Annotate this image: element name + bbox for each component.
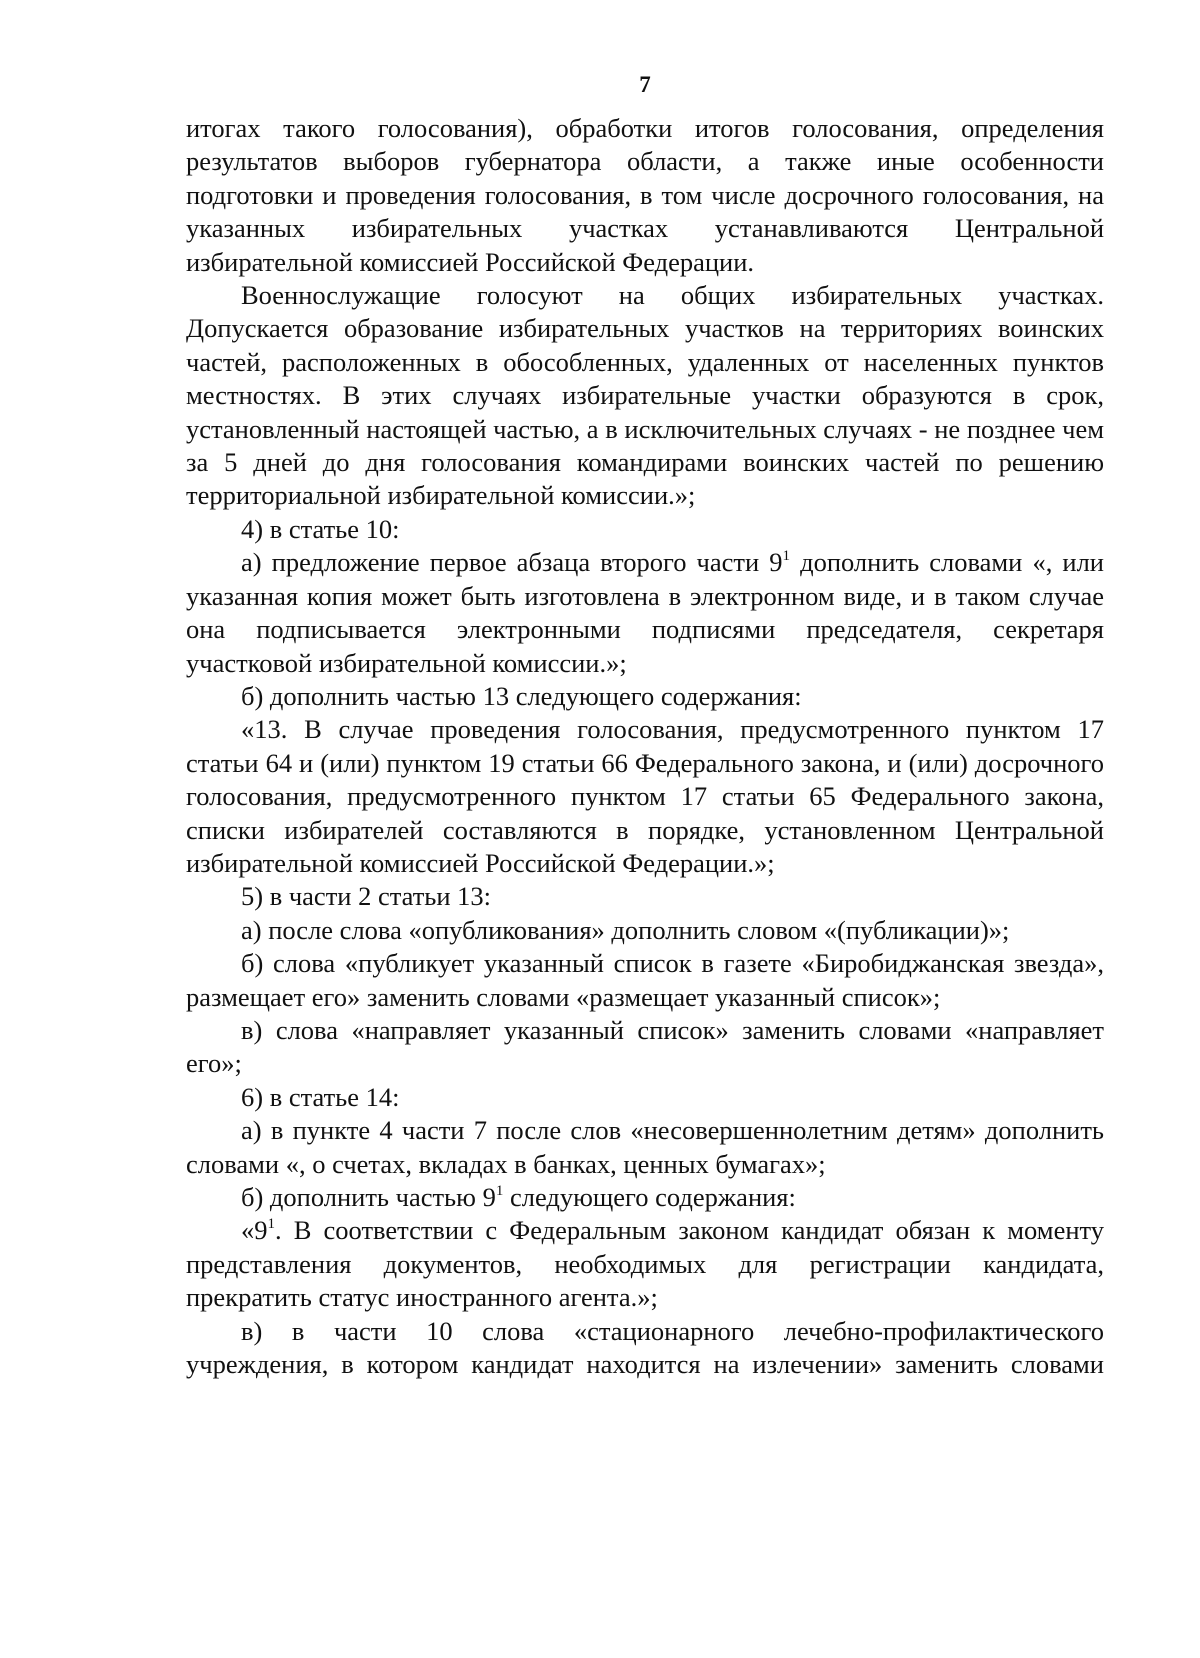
page-number: 7 — [639, 72, 651, 97]
paragraph-3: 4) в статье 10: — [241, 513, 400, 544]
paragraph-14-text-start: «9 — [241, 1215, 268, 1246]
paragraph-5: б) дополнить частью 13 следующего содержания: — [241, 680, 802, 711]
paragraph-4 — [186, 546, 1104, 680]
paragraph-13-text-end: следующего содержания: — [503, 1182, 796, 1212]
paragraph-4-text-end: дополнить словами «, или указанная копия может быть изготовлена в электронном виде, и в таком случае она подписывается электронными подписями председателя, секретаря участковой избирательной комиссии.»; — [186, 547, 1104, 678]
paragraph-14-text-end: . В соответствии с Федеральным законом кандидат обязан к моменту представления документов, необходимых для регистрации кандидата, прекратить статус иностранного агента.»; — [186, 1215, 1104, 1313]
paragraph-6: «13. В случае проведения голосования, предусмотренного пунктом 17 статьи 64 и (или) пунктом 19 статьи 66 Федерального закона, и (или) досрочного голосования, предусмотренного пунктом 17 статьи 65 Федерального закона, списки избирателей составляются в порядке, установленном Центральной избирательной комиссией Российской Федерации.»; — [186, 714, 1104, 878]
paragraph-14 — [186, 1214, 1104, 1314]
paragraph-13-text-start: б) дополнить частью 9 — [241, 1182, 496, 1212]
paragraph-15: в) в части 10 слова «стационарного лечебно-профилактического учреждения, в котором кандидат находится на излечении» заменить словами — [186, 1315, 1104, 1380]
paragraph-4-text-start: а) предложение первое абзаца второго части 9 — [241, 547, 783, 578]
superscript-1: 1 — [782, 548, 791, 565]
paragraph-8: а) после слова «опубликования» дополнить словом «(публикации)»; — [241, 914, 1010, 945]
paragraph-13 — [186, 1181, 1104, 1214]
paragraph-11: 6) в статье 14: — [241, 1081, 400, 1112]
document-body — [186, 112, 1104, 1381]
paragraph-10: в) слова «направляет указанный список» заменить словами «направляет его»; — [186, 1014, 1104, 1079]
paragraph-9: б) слова «публикует указанный список в газете «Биробиджанская звезда», размещает его» заменить словами «размещает указанный список»; — [186, 948, 1104, 1012]
paragraph-12: а) в пункте 4 части 7 после слов «несовершеннолетним детям» дополнить словами «, о счетах, вкладах в банках, ценных бумагах»; — [186, 1115, 1104, 1179]
paragraph-2: Военнослужащие голосуют на общих избирательных участках. Допускается образование избирательных участков на территориях воинских частей, расположенных в обособленных, удаленных от населенных пунктов местностях. В этих случаях избирательные участки образуются в срок, установленный настоящей частью, а в исключительных случаях - не позднее чем за 5 дней до дня голосования командирами воинских частей по решению территориальной избирательной комиссии.»; — [186, 280, 1104, 511]
paragraph-1: итогах такого голосования), обработки итогов голосования, определения результатов выборов губернатора области, а также иные особенности подготовки и проведения голосования, в том числе досрочного голосования, на указанных избирательных участках устанавливаются Центральной избирательной комиссией Российской Федерации. — [186, 113, 1104, 277]
paragraph-7: 5) в части 2 статьи 13: — [241, 881, 492, 912]
superscript-3: 1 — [267, 1216, 275, 1233]
superscript-2: 1 — [495, 1183, 504, 1199]
